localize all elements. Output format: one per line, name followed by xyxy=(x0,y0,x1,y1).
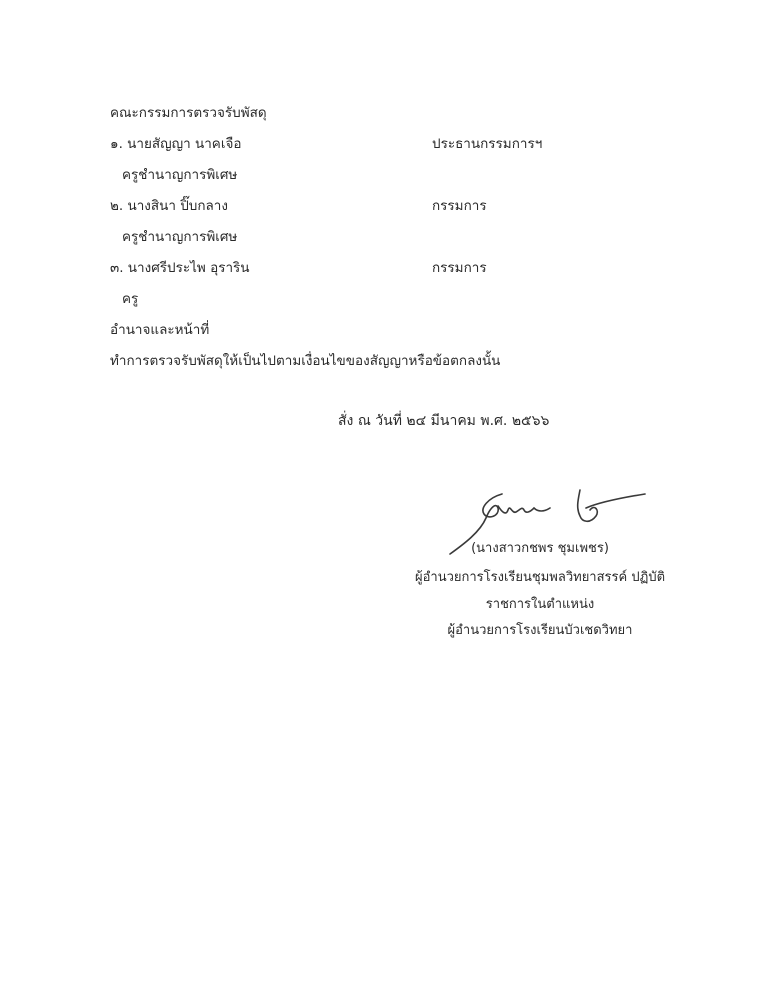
member-1-role: ประธานกรรมการฯ xyxy=(432,136,543,152)
signer-name: (นางสาวกชพร ชุมเพชร) xyxy=(471,541,609,556)
member-1-position: ครูชำนาญการพิเศษ xyxy=(122,167,238,183)
member-3-name: ๓. นางศรีประไพ อุราริน xyxy=(110,260,250,276)
signer-title-line-3: ผู้อำนวยการโรงเรียนบัวเชดวิทยา xyxy=(447,623,633,638)
signer-title-line-2: ราชการในตำแหน่ง xyxy=(485,597,595,612)
member-2-role: กรรมการ xyxy=(432,198,487,214)
duty-heading: อำนาจและหน้าที่ xyxy=(110,322,210,338)
member-3-position: ครู xyxy=(122,291,139,307)
member-2-position: ครูชำนาญการพิเศษ xyxy=(122,229,238,245)
signer-title-line-1: ผู้อำนวยการโรงเรียนชุมพลวิทยาสรรค์ ปฏิบัติ xyxy=(414,570,666,585)
member-3-role: กรรมการ xyxy=(432,260,487,276)
duty-text: ทำการตรวจรับพัสดุให้เป็นไปตามเงื่อนไขของสัญญาหรือข้อตกลงนั้น xyxy=(110,353,501,369)
committee-title: คณะกรรมการตรวจรับพัสดุ xyxy=(110,105,267,121)
order-date: สั่ง ณ วันที่ ๒๔ มีนาคม พ.ศ. ๒๕๖๖ xyxy=(338,413,550,429)
member-1-name: ๑. นายสัญญา นาคเจือ xyxy=(110,136,242,152)
member-2-name: ๒. นางสินา ปิ๊บกลาง xyxy=(110,198,228,214)
